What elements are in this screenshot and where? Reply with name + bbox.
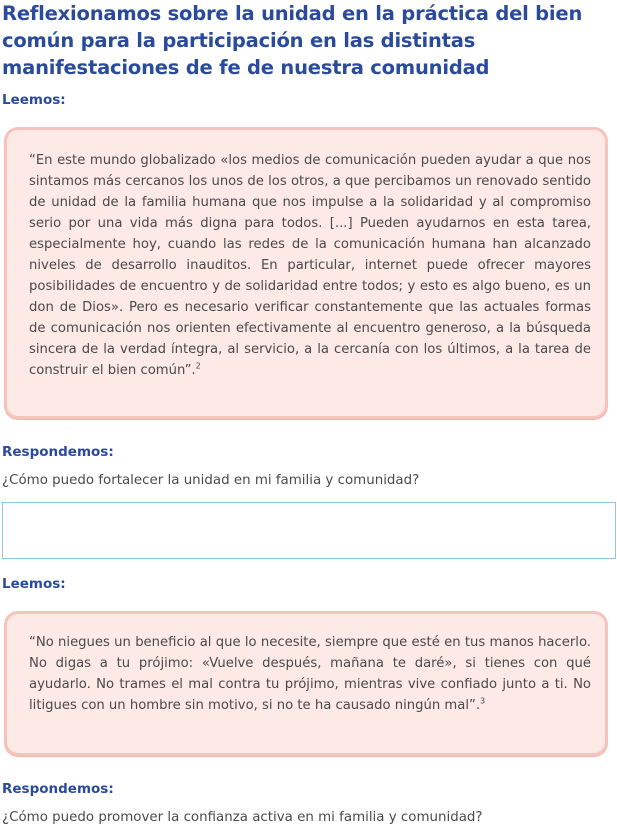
respond-label-1: Respondemos:	[2, 444, 114, 460]
quote-text-2	[29, 632, 591, 716]
quote-box-2	[4, 611, 608, 756]
quote-box-1	[4, 127, 608, 419]
footnote-ref-2: 3	[480, 696, 486, 706]
footnote-ref-1: 2	[195, 361, 201, 371]
quote-1-body: “En este mundo globalizado «los medios de comunicación pueden ayudar a que nos sintamos más cercanos los unos de los otros, a que percibamos un renovado sentido de unidad de la familia humana que nos impulse a la solidaridad y al compromiso serio por una vida más digna para todos. [...] Pueden ayudarnos en esta tarea, especialmente hoy, cuando las redes de la comunicación humana han alcanzado niveles de desarrollo inauditos. En particular, internet puede ofrecer mayores posibilidades de encuentro y de solidaridad entre todos; y esto es algo bueno, es un don de Dios». Pero es necesario verificar constantemente que las actuales formas de comunicación nos orienten efectivamente al encuentro generoso, a la búsqueda sincera de la verdad íntegra, al servicio, a la cercanía con los últimos, a la tarea de construir el bien común”.	[29, 153, 591, 378]
read-label-2: Leemos:	[2, 576, 66, 592]
respond-label-2: Respondemos:	[2, 781, 114, 797]
question-1: ¿Cómo puedo fortalecer la unidad en mi familia y comunidad?	[2, 473, 420, 488]
read-label-1: Leemos:	[2, 92, 66, 108]
quote-2-body: “No niegues un beneficio al que lo necesite, siempre que esté en tus manos hacerlo. No digas a tu prójimo: «Vuelve después, mañana te daré», si tienes con qué ayudarlo. No trames el mal contra tu prójimo, mientras vive confiado junto a ti. No litigues con un hombre sin motivo, si no te ha causado ningún mal”.	[29, 635, 591, 713]
answer-input-1[interactable]	[2, 502, 616, 559]
quote-text-1	[29, 150, 591, 381]
page-title: Reflexionamos sobre la unidad en la práctica del bien común para la participación en las distintas manifestaciones de fe de nuestra comunidad	[2, 2, 583, 79]
question-2: ¿Cómo puedo promover la confianza activa en mi familia y comunidad?	[2, 810, 483, 825]
